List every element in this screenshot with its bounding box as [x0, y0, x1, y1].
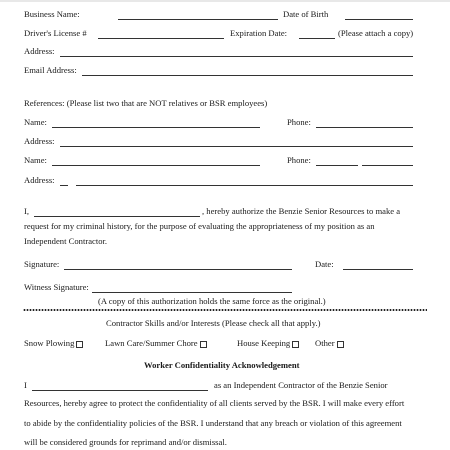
confidentiality-title: Worker Confidentiality Acknowledgement [144, 360, 300, 370]
references-heading: References: (Please list two that are NOT relatives or BSR employees) [24, 98, 268, 108]
skill-house-keeping-label: House Keeping [237, 338, 291, 348]
ref2-address-field-b[interactable] [76, 185, 413, 186]
skill-lawn-care[interactable] [105, 338, 207, 348]
skill-other[interactable] [315, 338, 344, 348]
email-address-field[interactable] [82, 75, 413, 76]
witness-signature-field[interactable] [92, 292, 292, 293]
confidentiality-text-2: Resources, hereby agree to protect the confidentiality of all clients served by the BSR. I will make every effort [24, 398, 405, 408]
ref2-phone-label: Phone: [287, 155, 311, 165]
skill-snow-plowing[interactable] [24, 338, 83, 348]
authorization-i: I, [24, 206, 30, 216]
checkbox-icon[interactable] [292, 341, 299, 348]
date-field[interactable] [343, 269, 413, 270]
ref1-name-field[interactable] [52, 127, 260, 128]
email-address-label: Email Address: [24, 65, 77, 75]
ref2-name-label: Name: [24, 155, 47, 165]
drivers-license-label: Driver's License # [24, 28, 87, 38]
attach-copy-note: (Please attach a copy) [338, 28, 414, 38]
skill-other-label: Other [315, 338, 335, 348]
ref2-address-field-a[interactable] [60, 185, 68, 186]
confidentiality-text-3: to abide by the confidentiality policies of the BSR. I understand that any breach or violation of this agreement [24, 418, 402, 428]
ref2-name-field[interactable] [52, 165, 260, 166]
ref1-phone-field[interactable] [316, 127, 413, 128]
address-field[interactable] [60, 56, 413, 57]
expiration-date-label: Expiration Date: [230, 28, 288, 38]
date-of-birth-label: Date of Birth [283, 9, 329, 19]
business-name-label: Business Name: [24, 9, 80, 19]
signature-field[interactable] [64, 269, 292, 270]
authorization-text-2: request for my criminal history, for the purpose of evaluating the appropriateness of my position as an [24, 221, 375, 231]
asterisk-divider [23, 308, 427, 312]
confidentiality-i: I [24, 380, 27, 390]
skill-snow-plowing-label: Snow Plowing [24, 338, 75, 348]
checkbox-icon[interactable] [337, 341, 344, 348]
ref2-address-label: Address: [24, 175, 55, 185]
ref1-name-label: Name: [24, 117, 47, 127]
copy-authorization-note: (A copy of this authorization holds the same force as the original.) [98, 296, 326, 306]
ref2-phone-field-a[interactable] [316, 165, 358, 166]
ref1-phone-label: Phone: [287, 117, 311, 127]
ref1-address-label: Address: [24, 136, 55, 146]
confidentiality-text-4: will be considered grounds for reprimand and/or dismissal. [24, 437, 227, 447]
skill-house-keeping[interactable] [237, 338, 299, 348]
scan-edge [0, 0, 450, 2]
business-name-field[interactable] [118, 19, 278, 20]
witness-signature-label: Witness Signature: [24, 282, 89, 292]
drivers-license-field[interactable] [98, 38, 224, 39]
skills-heading: Contractor Skills and/or Interests (Please check all that apply.) [106, 318, 321, 328]
authorization-text-1: , hereby authorize the Benzie Senior Resources to make a [202, 206, 401, 216]
confidentiality-name-field[interactable] [32, 390, 208, 391]
checkbox-icon[interactable] [76, 341, 83, 348]
expiration-date-field[interactable] [299, 38, 335, 39]
ref2-phone-field-b[interactable] [362, 165, 413, 166]
ref1-address-field[interactable] [60, 146, 413, 147]
date-of-birth-field[interactable] [345, 19, 413, 20]
authorization-text-3: Independent Contractor. [24, 236, 108, 246]
address-label: Address: [24, 46, 55, 56]
date-label: Date: [315, 259, 334, 269]
confidentiality-text-1: as an Independent Contractor of the Benzie Senior [214, 380, 388, 390]
authorization-name-field[interactable] [34, 216, 200, 217]
signature-label: Signature: [24, 259, 60, 269]
skill-lawn-care-label: Lawn Care/Summer Chore [105, 338, 198, 348]
checkbox-icon[interactable] [200, 341, 207, 348]
